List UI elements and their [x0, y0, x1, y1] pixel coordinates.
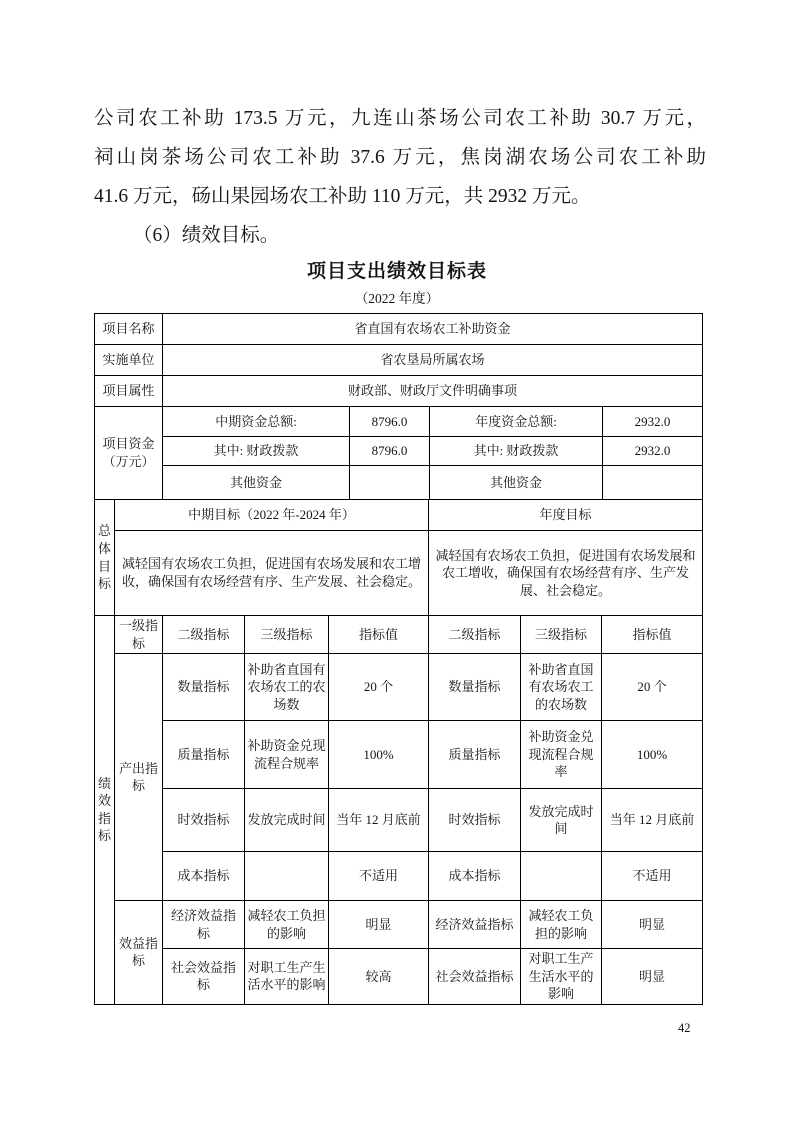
- quality-v-year: 100%: [602, 721, 703, 789]
- project-attribute-value: 财政部、财政厅文件明确事项: [163, 376, 703, 407]
- cost-v-mid: 不适用: [329, 852, 429, 901]
- econ-l2-mid: 经济效益指标: [163, 901, 245, 949]
- year-total-label: 年度资金总额:: [430, 407, 603, 437]
- time-l3-year: 发放完成时间: [521, 789, 602, 852]
- quality-l2-mid: 质量指标: [163, 721, 245, 789]
- quantity-l3-mid: 补助省直国有农场农工的农场数: [245, 654, 329, 721]
- time-v-mid: 当年 12 月底前: [329, 789, 429, 852]
- project-attribute-label: 项目属性: [95, 376, 163, 407]
- overall-goal-label: 总体目标: [95, 500, 115, 616]
- goal-table: [94, 499, 703, 616]
- cost-l3-year: [521, 852, 602, 901]
- social-l3-mid: 对职工生产生活水平的影响: [245, 949, 329, 1005]
- mid-fiscal-value: 8796.0: [350, 437, 430, 466]
- cost-l3-mid: [245, 852, 329, 901]
- cost-l2-mid: 成本指标: [163, 852, 245, 901]
- mid-fiscal-label: 其中: 财政拨款: [163, 437, 350, 466]
- year-goal-header: 年度目标: [429, 500, 703, 531]
- cost-v-year: 不适用: [602, 852, 703, 901]
- quantity-v-year: 20 个: [602, 654, 703, 721]
- perf-side-label: 绩效指标: [95, 616, 115, 1005]
- header-level3-mid: 三级指标: [245, 616, 329, 654]
- year-other-value: [603, 466, 703, 500]
- item-line: （6）绩效目标。: [133, 225, 280, 246]
- paragraph-line: 41.6 万元，砀山果园场农工补助 110 万元，共 2932 万元。: [94, 186, 591, 207]
- econ-l2-year: 经济效益指标: [429, 901, 521, 949]
- social-l2-mid: 社会效益指标: [163, 949, 245, 1005]
- quality-l3-mid: 补助资金兑现流程合规率: [245, 721, 329, 789]
- year-fiscal-label: 其中: 财政拨款: [430, 437, 603, 466]
- time-l2-mid: 时效指标: [163, 789, 245, 852]
- quantity-l2-mid: 数量指标: [163, 654, 245, 721]
- output-group-label: 产出指标: [115, 654, 163, 901]
- info-table: [94, 313, 703, 407]
- header-level3-year: 三级指标: [521, 616, 602, 654]
- social-v-year: 明显: [602, 949, 703, 1005]
- econ-v-year: 明显: [602, 901, 703, 949]
- quantity-v-mid: 20 个: [329, 654, 429, 721]
- paragraph-line: 公司农工补助 173.5 万元，九连山茶场公司农工补助 30.7 万元，: [94, 108, 706, 129]
- implement-unit-value: 省农垦局所属农场: [163, 345, 703, 376]
- funds-label: 项目资金（万元）: [95, 407, 163, 500]
- header-level2-year: 二级指标: [429, 616, 521, 654]
- quantity-l2-year: 数量指标: [429, 654, 521, 721]
- year-fiscal-value: 2932.0: [603, 437, 703, 466]
- mid-other-label: 其他资金: [163, 466, 350, 500]
- mid-other-value: [350, 466, 430, 500]
- quantity-l3-year: 补助省直国有农场农工的农场数: [521, 654, 602, 721]
- body-paragraph: [94, 99, 706, 255]
- project-name-label: 项目名称: [95, 314, 163, 345]
- quality-l3-year: 补助资金兑现流程合规率: [521, 721, 602, 789]
- header-value-mid: 指标值: [329, 616, 429, 654]
- project-name-value: 省直国有农场农工补助资金: [163, 314, 703, 345]
- table-subtitle: （2022 年度）: [354, 291, 440, 306]
- social-l3-year: 对职工生产生活水平的影响: [521, 949, 602, 1005]
- performance-target-table: [94, 313, 702, 1005]
- implement-unit-label: 实施单位: [95, 345, 163, 376]
- table-title: 项目支出绩效目标表: [306, 261, 487, 282]
- econ-l3-year: 减轻农工负担的影响: [521, 901, 602, 949]
- paragraph-line: 祠山岗茶场公司农工补助 37.6 万元，焦岗湖农场公司农工补助: [94, 147, 706, 168]
- header-value-year: 指标值: [602, 616, 703, 654]
- social-v-mid: 较高: [329, 949, 429, 1005]
- econ-v-mid: 明显: [329, 901, 429, 949]
- econ-l3-mid: 减轻农工负担的影响: [245, 901, 329, 949]
- header-level1: 一级指标: [115, 616, 163, 654]
- benefit-group-label: 效益指标: [115, 901, 163, 1005]
- cost-l2-year: 成本指标: [429, 852, 521, 901]
- social-l2-year: 社会效益指标: [429, 949, 521, 1005]
- year-goal-text: 减轻国有农场农工负担，促进国有农场发展和农工增收，确保国有农场经营有序、生产发展、社会稳定。: [429, 531, 703, 616]
- mid-goal-text: 减轻国有农场农工负担，促进国有农场发展和农工增收，确保国有农场经营有序、生产发展、社会稳定。: [115, 531, 429, 616]
- header-level2-mid: 二级指标: [163, 616, 245, 654]
- quality-v-mid: 100%: [329, 721, 429, 789]
- page-number: 42: [678, 1021, 691, 1035]
- quality-l2-year: 质量指标: [429, 721, 521, 789]
- mid-total-label: 中期资金总额:: [163, 407, 350, 437]
- perf-table: [94, 615, 703, 1005]
- year-total-value: 2932.0: [603, 407, 703, 437]
- time-l3-mid: 发放完成时间: [245, 789, 329, 852]
- time-l2-year: 时效指标: [429, 789, 521, 852]
- mid-total-value: 8796.0: [350, 407, 430, 437]
- mid-goal-header: 中期目标（2022 年-2024 年）: [115, 500, 429, 531]
- time-v-year: 当年 12 月底前: [602, 789, 703, 852]
- year-other-label: 其他资金: [430, 466, 603, 500]
- funds-table: [94, 406, 703, 500]
